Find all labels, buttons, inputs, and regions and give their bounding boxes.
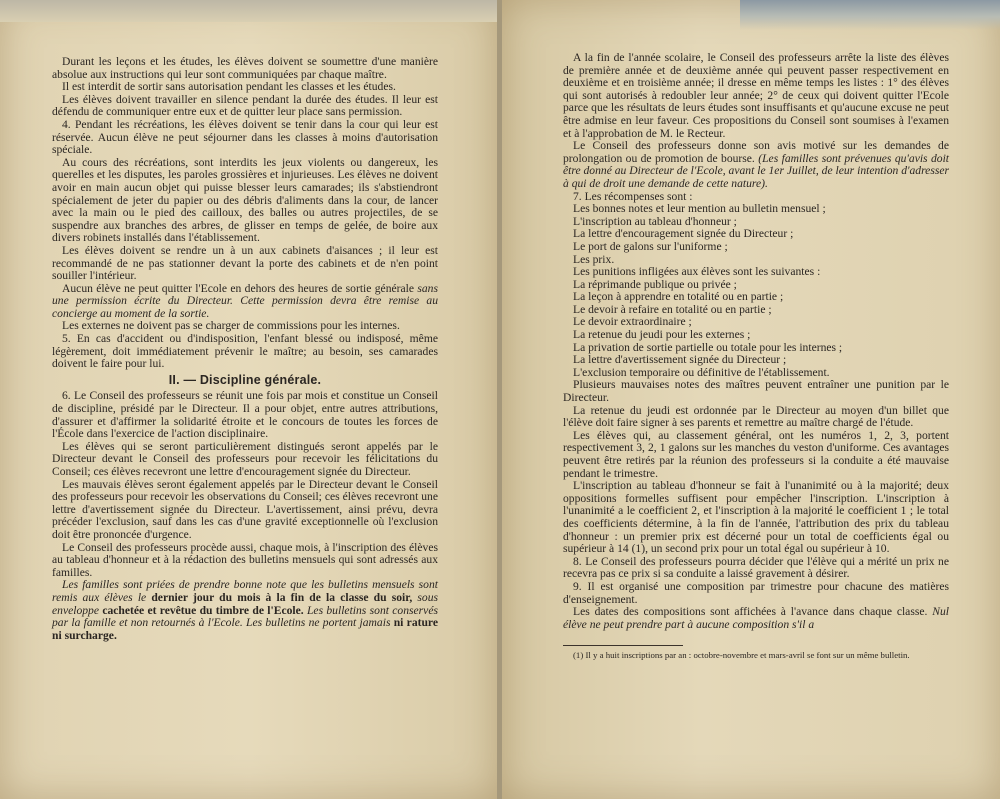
footnote: (1) Il y a huit inscriptions par an : octobre-novembre et mars-avril se font sur un même bulletin. (573, 650, 910, 661)
paragraph: 5. En cas d'accident ou d'indisposition, l'enfant blessé ou indisposé, même légèrement, doit immédiatement prévenir le maître; au besoin, ses camarades doivent le faire pour lui. (52, 332, 438, 371)
left-page (0, 0, 498, 799)
right-column (563, 52, 949, 660)
list-item: 7. Les récompenses sont : (573, 189, 693, 203)
paper-stain (0, 0, 498, 22)
paragraph: Durant les leçons et les études, les élèves doivent se soumettre d'une manière absolue aux instructions qui leur sont communiquées par chaque maître. (52, 55, 438, 81)
list-item: L'exclusion temporaire ou définitive de l'établissement. (573, 365, 830, 379)
list-item: La lettre d'encouragement signée du Directeur ; (573, 227, 794, 241)
section-title: II. — Discipline générale. (168, 372, 322, 387)
list-item: Le devoir extraordinaire ; (573, 315, 692, 329)
paragraph: Plusieurs mauvaises notes des maîtres peuvent entraîner une punition par le Directeur. (563, 378, 949, 405)
paragraph: Les élèves doivent se rendre un à un aux cabinets d'aisances ; il leur est recommandé de ne pas stationner devant la porte des cabinets et de n'en point souiller l'intérieur. (52, 243, 438, 283)
paragraph: Les externes ne doivent pas se charger de commissions pour les internes. (62, 319, 400, 333)
left-column (52, 56, 438, 642)
paragraph: Les élèves doivent travailler en silence pendant la durée des études. Il leur est défendu de communiquer entre eux et de quitter leur place sans permission. (52, 92, 438, 119)
paragraph-sortie: Aucun élève ne peut quitter l'Ecole en dehors des heures de sortie générale sans une permission écrite du Directeur. Cette permission devra être remise au concierge au moment de la sortie. (52, 281, 438, 320)
list-item: Les prix. (573, 252, 615, 266)
list-item: Le port de galons sur l'uniforme ; (573, 239, 728, 253)
list-item: Le devoir à refaire en totalité ou en partie ; (573, 302, 772, 316)
list-item: La leçon à apprendre en totalité ou en partie ; (573, 290, 784, 304)
paragraph: 9. Il est organisé une composition par trimestre pour chacune des matières d'enseignement. (563, 579, 949, 606)
paragraph: La retenue du jeudi est ordonnée par le Directeur au moyen d'un billet que l'élève doit faire signer à ses parents et remettre au maître chargé de l'étude. (563, 403, 949, 430)
paragraph-compositions: Les dates des compositions sont affichées à l'avance dans chaque classe. Nul élève ne peut prendre part à aucune composition s'il a (563, 605, 949, 631)
paragraph: 4. Pendant les récréations, les élèves doivent se tenir dans la cour qui leur est réservée. Aucun élève ne peut séjourner dans les classes à moins d'autorisation spéciale. (52, 117, 438, 157)
list-item: Les bonnes notes et leur mention au bulletin mensuel ; (573, 202, 826, 216)
paragraph: Il est interdit de sortir sans autorisation pendant les classes et les études. (62, 80, 396, 94)
paragraph: Au cours des récréations, sont interdits les jeux violents ou dangereux, les querelles et les disputes, les paroles grossières et injurieuses. Les élèves ne doivent avoir en main aucun objet qui puisse blesser leurs camarades; ils s'abstiendront spécialement de jeter du papier ou des débris d'aliments dans la cour, de lancer avec la main ou le pied des cailloux, des balles ou autres projectiles, de se suspendre aux branches des arbres, de glisser en temps de gelée, de boire aux divers robinets installés dans l'établissement. (52, 155, 438, 245)
paragraph: Le Conseil des professeurs procède aussi, chaque mois, à l'inscription des élèves au tableau d'honneur et à la rédaction des bulletins mensuels qui sont adressés aux familles. (52, 540, 438, 579)
list-item: La lettre d'avertissement signée du Directeur ; (573, 353, 787, 367)
rewards-punishments-list (563, 191, 949, 380)
paper-stain (740, 0, 1000, 30)
paragraph: A la fin de l'année scolaire, le Conseil des professeurs arrête la liste des élèves de première année et de deuxième année qui peuvent passer respectivement en deuxième et en troisième année; il dresse en même temps les listes : 1° des élèves qui sont autorisés à redoubler leur année; 2° de ceux qui doivent quitter l'Ecole parce que les résultats de leurs études sont insuffisants et qu'aucune excuse ne peut être admise en leur faveur. Ces propositions du Conseil sont soumises à l'examen et à l'approbation de M. le Recteur. (563, 51, 949, 140)
paragraph-conseil: Le Conseil des professeurs donne son avis motivé sur les demandes de prolongation ou de promotion de bourse. (Les familles sont prévenues qu'avis doit être donné au Directeur de l'Ecole, avant le 1er Juillet, de leur intention d'adresser à qui de droit une demande de cette nature). (563, 139, 950, 190)
paragraph: 6. Le Conseil des professeurs se réunit une fois par mois et constitue un Conseil de discipline, présidé par le Directeur. Il a pour objet, entre autres attributions, d'assurer et d'affirmer la solidarité étroite et le concours de toutes les forces de l'École dans l'exercice de l'action disciplinaire. (52, 389, 438, 441)
list-item: La réprimande publique ou privée ; (573, 277, 737, 291)
paragraph: Les élèves qui, au classement général, ont les numéros 1, 2, 3, portent respectivement 3, 2, 1 galons sur les manches du veston d'uniforme. Ces avantages peuvent être retirés par la réunion des professeurs si la conduite a été mauvaise pendant le trimestre. (563, 428, 949, 480)
right-page (502, 0, 1000, 799)
paragraph: Les élèves qui se seront particulièrement distingués seront appelés par le Directeur devant le Conseil des professeurs pour recevoir les félicitations du Conseil; ces élèves recevront une lettre d'encouragement signée du Directeur. (52, 439, 438, 478)
footnote-divider (563, 645, 683, 646)
paragraph: L'inscription au tableau d'honneur se fait à l'unanimité ou à la majorité; deux oppositions formelles suffisent pour empêcher l'inscription. L'inscription à l'unanimité a le coefficient 2, et l'inscription à la majorité le coefficient 1 ; le total des coefficients détermine, à la fin de l'année, l'attribution des prix du tableau d'honneur : un premier prix est décerné pour un total de coefficients égal ou supérieur à 14 (1), un second prix pour un total égal ou supérieur à 10. (563, 479, 949, 556)
list-item: L'inscription au tableau d'honneur ; (573, 214, 737, 228)
paragraph: Les mauvais élèves seront également appelés par le Directeur devant le Conseil des professeurs pour recevoir les observations du Conseil; ces élèves recevront une lettre d'avertissement signée du Directeur. L'avertissement, ainsi prévu, devra précéder l'exclusion, sauf dans les cas d'une gravité exceptionnelle où l'exclusion doit être prononcée d'urgence. (52, 477, 438, 541)
list-item: La retenue du jeudi pour les externes ; (573, 328, 751, 342)
list-item: Les punitions infligées aux élèves sont les suivantes : (573, 265, 821, 279)
list-item: La privation de sortie partielle ou totale pour les internes ; (573, 340, 843, 354)
paragraph: 8. Le Conseil des professeurs pourra décider que l'élève qui a mérité un prix ne recevra pas ce prix si sa conduite a laissé gravement à désirer. (563, 554, 949, 581)
paragraph-bulletins: Les familles sont priées de prendre bonne note que les bulletins mensuels sont remis aux élèves le dernier jour du mois à la fin de la classe du soir, sous enveloppe cachetée et revêtue du timbre de l'Ecole. Les bulletins sont conservés par la famille et non retournés à l'Ecole. Les bulletins ne portent jamais ni rature ni surcharge. (52, 578, 439, 642)
